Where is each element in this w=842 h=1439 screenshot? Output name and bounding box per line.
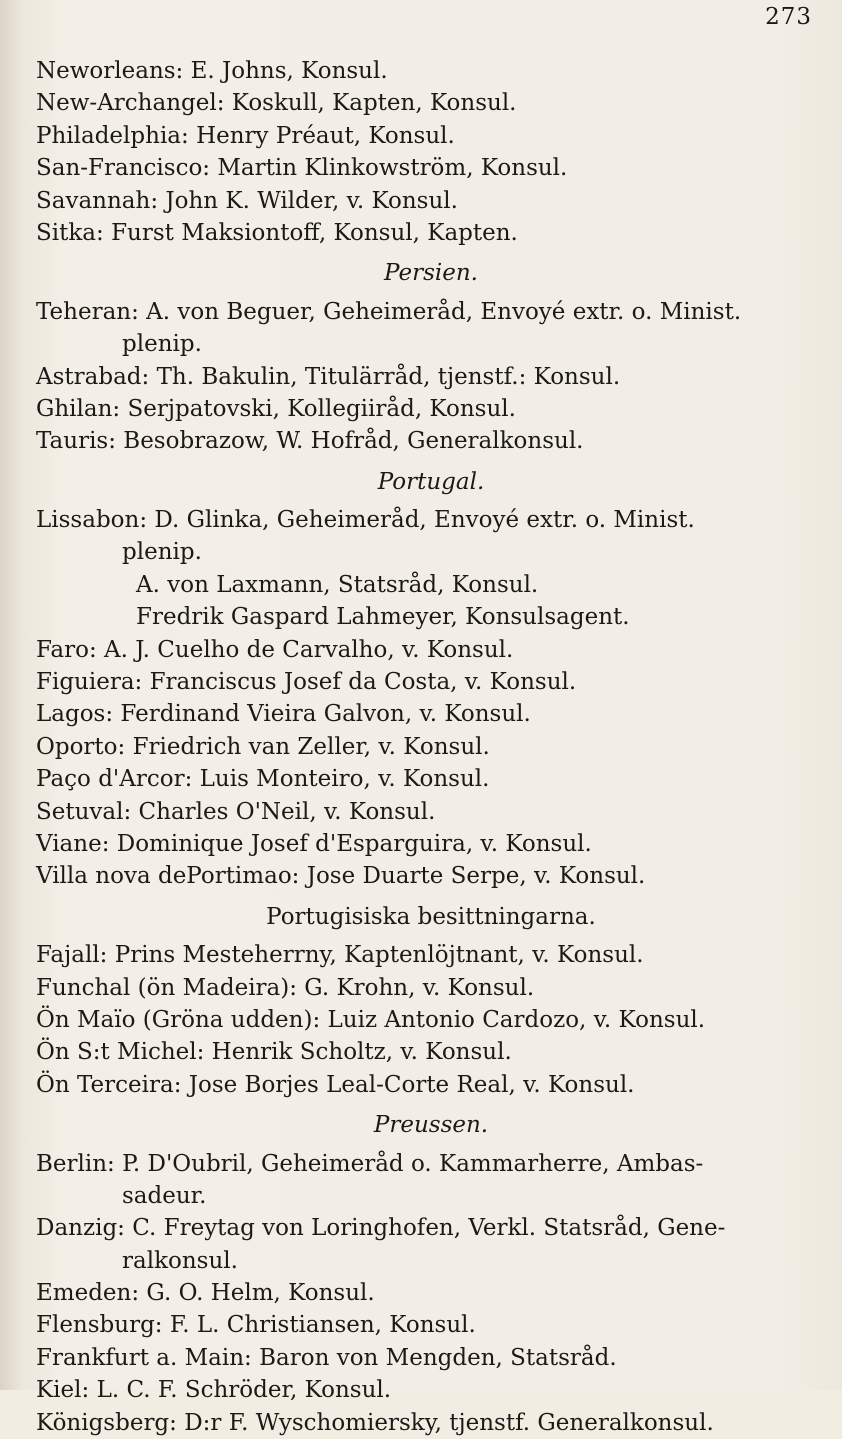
entry-line: San-Francisco: Martin Klinkowström, Konsul. [36,155,568,182]
entry-line: Tauris: Besobrazow, W. Hofråd, Generalkonsul. [36,428,584,455]
entry-line: Königsberg: D:r F. Wyschomiersky, tjenstf. Generalkonsul. [36,1409,714,1436]
entry-line: Flensburg: F. L. Christiansen, Konsul. [36,1312,476,1339]
entry-line: Sitka: Furst Maksiontoff, Konsul, Kapten. [36,219,518,246]
entry-line: Danzig: C. Freytag von Loringhofen, Verkl. Statsråd, Gene- [36,1215,726,1242]
entry-line: Teheran: A. von Beguer, Geheimeråd, Envoyé extr. o. Minist. [36,298,742,325]
entry-line: New-Archangel: Koskull, Kapten, Konsul. [36,90,517,117]
entry-line: Ghilan: Serjpatovski, Kollegiiråd, Konsul. [36,395,516,422]
entry-line: Fajall: Prins Mesteherrny, Kaptenlöjtnant, v. Konsul. [36,942,644,969]
entry-continuation: sadeur. [122,1182,207,1209]
entry-line: Astrabad: Th. Bakulin, Titulärråd, tjenstf.: Konsul. [36,363,621,390]
entry-line: Philadelphia: Henry Préaut, Konsul. [36,122,455,149]
section-heading-portugisiska: Portugisiska besittningarna. [266,903,596,930]
text-body [36,55,826,1439]
entry-line: Ön Maïo (Gröna udden): Luiz Antonio Cardozo, v. Konsul. [36,1006,706,1033]
entry-line: Kiel: L. C. F. Schröder, Konsul. [36,1377,392,1404]
entry-line: Lissabon: D. Glinka, Geheimeråd, Envoyé extr. o. Minist. [36,507,695,534]
entry-line: Savannah: John K. Wilder, v. Konsul. [36,187,458,214]
entry-line: Villa nova dePortimao: Jose Duarte Serpe, v. Konsul. [36,863,646,890]
entry-line: Berlin: P. D'Oubril, Geheimeråd o. Kammarherre, Ambas- [36,1150,704,1177]
entry-line: Oporto: Friedrich van Zeller, v. Konsul. [36,733,490,760]
entry-continuation: plenip. [122,331,202,358]
entry-line: Ön Terceira: Jose Borjes Leal-Corte Real, v. Konsul. [36,1071,635,1098]
entry-line: Viane: Dominique Josef d'Esparguira, v. Konsul. [36,830,592,857]
section-heading-preussen: Preussen. [373,1112,489,1139]
section-heading-persien: Persien. [384,260,478,287]
entry-line: Frankfurt a. Main: Baron von Mengden, Statsråd. [36,1344,617,1371]
entry-line: Setuval: Charles O'Neil, v. Konsul. [36,798,436,825]
entry-line: Emeden: G. O. Helm, Konsul. [36,1280,375,1307]
page-number: 273 [765,4,812,30]
entry-line: Funchal (ön Madeira): G. Krohn, v. Konsul. [36,974,535,1001]
entry-sub-line: A. von Laxmann, Statsråd, Konsul. [136,571,539,598]
section-heading-portugal: Portugal. [377,468,485,495]
entry-sub-line: Fredrik Gaspard Lahmeyer, Konsulsagent. [136,604,630,631]
entry-continuation: plenip. [122,539,202,566]
entry-line: Neworleans: E. Johns, Konsul. [36,58,388,84]
entry-line: Lagos: Ferdinand Vieira Galvon, v. Konsul. [36,701,531,728]
entry-line: Ön S:t Michel: Henrik Scholtz, v. Konsul. [36,1039,512,1066]
entry-line: Faro: A. J. Cuelho de Carvalho, v. Konsul. [36,636,514,663]
entry-line: Paço d'Arcor: Luis Monteiro, v. Konsul. [36,766,490,793]
entry-continuation: ralkonsul. [122,1247,238,1274]
entry-line: Figuiera: Franciscus Josef da Costa, v. Konsul. [36,669,577,696]
